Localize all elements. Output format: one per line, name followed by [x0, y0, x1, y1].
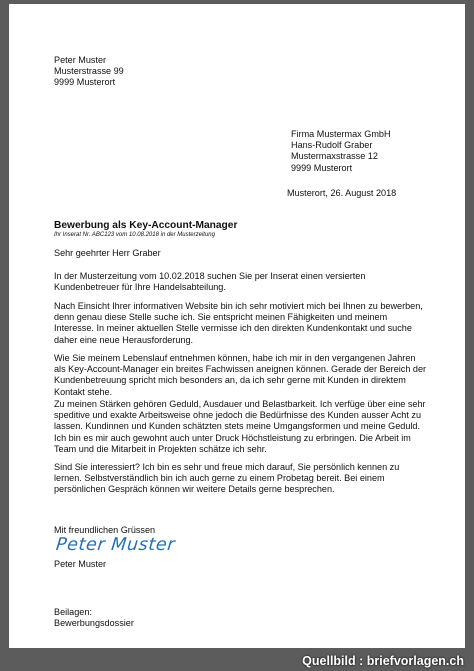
paragraph-line: Sind Sie interessiert? Ich bin es sehr und freue mich darauf, Sie persönlich kennen zu	[54, 462, 400, 472]
paragraph-line: lassen. Kundinnen und Kunden schätzten stets meine Umgangsformen und meine Geduld.	[54, 421, 421, 432]
paragraph-line: als Key-Account-Manager ein breites Fachwissen aneignen können. Gerade der Bereich der	[54, 364, 427, 375]
letter-reference: Ihr Inserat Nr. ABC123 vom 10.08.2018 in der Musterzeitung	[54, 232, 215, 238]
sender-name: Peter Muster	[54, 55, 107, 65]
enclosure-item: Bewerbungsdossier	[54, 618, 134, 629]
recipient-company: Firma Mustermax GmbH	[291, 129, 391, 139]
closing-phrase: Mit freundlichen Grüssen	[54, 525, 156, 535]
paragraph-line: Ich bin es mir auch gewohnt auch unter Druck Höchstleistung zu erbringen. Die Arbeit im	[54, 432, 411, 443]
handwritten-signature: Peter Muster	[54, 535, 177, 555]
paragraph-line: Wie Sie meinem Lebenslauf entnehmen können, habe ich mir in den vergangenen Jahren	[54, 353, 416, 363]
paragraph-line: Kundenbetreuer für Ihre Handelsabteilung.	[54, 282, 226, 293]
sender-street: Musterstrasse 99	[54, 66, 124, 77]
paragraph-line: Zu meinen Stärken gehören Geduld, Ausdauer und Belastbarkeit. Ich verfüge über eine sehr	[54, 399, 426, 409]
recipient-city: 9999 Musterort	[291, 162, 353, 173]
signer-name: Peter Muster	[54, 559, 107, 569]
paragraph-line: lernen. Selbstverständlich bin ich auch gerne zu einem Probetag bereit. Bei einem	[54, 473, 385, 484]
paragraph-line: Interesse. In meiner aktuellen Stelle vermisse ich den direkten Kundenkontakt und suche	[54, 323, 412, 334]
letter-subject: Bewerbung als Key-Account-Manager	[54, 220, 238, 231]
enclosures-heading: Beilagen:	[54, 607, 92, 617]
paragraph-line: speditive und exakte Arbeitsweise ohne jedoch die Bedürfnisse des Kunden ausser Acht zu	[54, 410, 422, 421]
body-paragraph	[54, 271, 365, 293]
sender-city: 9999 Musterort	[54, 77, 116, 88]
body-paragraph	[54, 301, 423, 346]
letter-date: Musterort, 26. August 2018	[287, 188, 397, 198]
body-paragraph	[54, 462, 399, 496]
source-credit: Quellbild : briefvorlagen.ch	[302, 654, 464, 668]
paragraph-line: persönlichen Gespräch können wir weitere Details gerne besprechen.	[54, 484, 335, 495]
recipient-street: Mustermaxstrasse 12	[291, 151, 378, 162]
enclosures	[54, 607, 134, 629]
recipient-contact: Hans-Rudolf Graber	[291, 140, 373, 151]
salutation: Sehr geehrter Herr Graber	[54, 248, 161, 258]
paragraph-line: denn genau diese Stelle suche ich. Sie entspricht meinen Fähigkeiten und meinem	[54, 312, 388, 323]
body-paragraph	[54, 353, 426, 398]
paragraph-line: Kontakt stehe.	[54, 386, 113, 397]
paragraph-line: Kundenbetreuung spricht mich besonders an, da ich sehr gerne mit Kunden in direktem	[54, 375, 406, 386]
paragraph-line: Nach Einsicht Ihrer informativen Website bin ich sehr motiviert mich bei Ihnen zu bewerben,	[54, 301, 423, 311]
body-paragraph	[54, 399, 426, 455]
letter-page	[9, 4, 465, 648]
recipient-address	[291, 129, 391, 174]
paragraph-line: In der Musterzeitung vom 10.02.2018 suchen Sie per Inserat einen versierten	[54, 271, 366, 281]
paragraph-line: Team und die Mitarbeit in Projekten schätze ich sehr.	[54, 443, 267, 454]
sender-address	[54, 55, 124, 89]
paragraph-line: daher eine neue Herausforderung.	[54, 334, 194, 345]
